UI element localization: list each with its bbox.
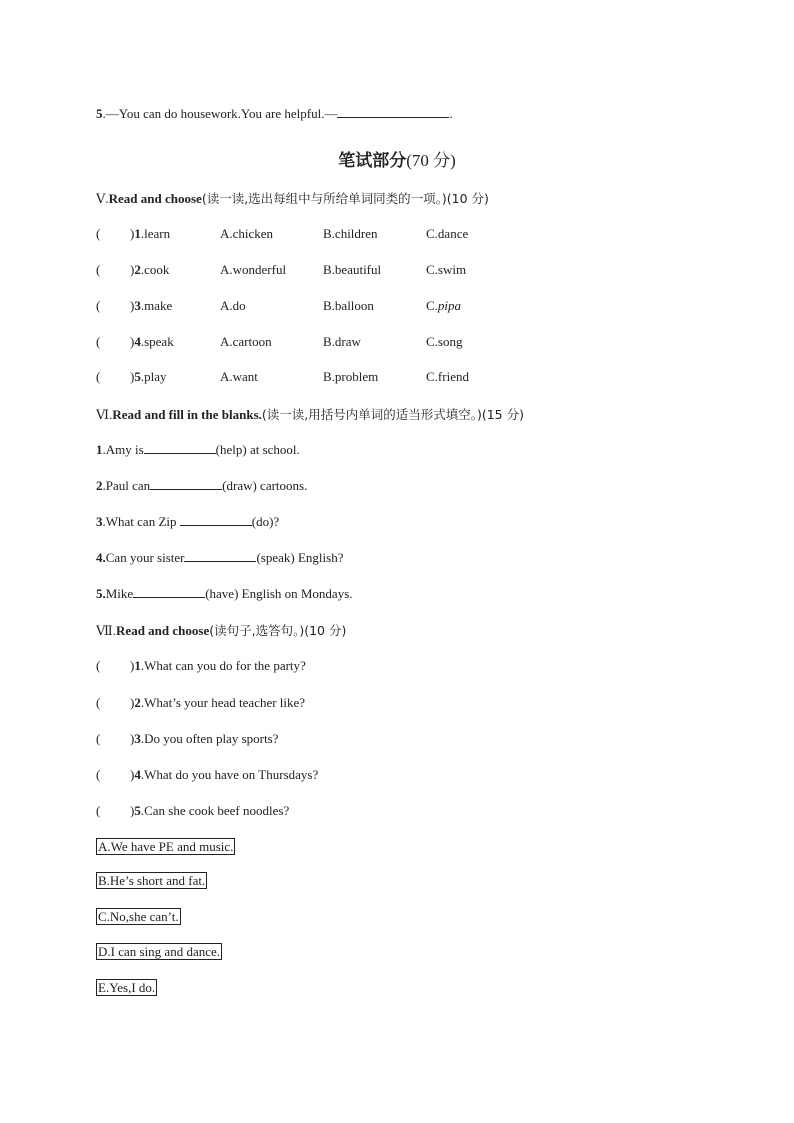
answer-text: A.We have PE and music. — [98, 839, 234, 854]
sentence-end: (speak) English? — [256, 550, 344, 565]
section-6-title: Read and fill in the blanks. — [112, 407, 262, 422]
choice-row-1 — [96, 226, 170, 242]
option-c-prefix: C. — [426, 369, 438, 384]
option-c-word: swim — [437, 262, 467, 277]
match-question-2 — [96, 695, 305, 711]
answer-paren[interactable]: ( — [96, 695, 101, 710]
section-6-instruction: (读一读,用括号内单词的适当形式填空。)(15 分) — [261, 407, 524, 422]
given-word: .make — [140, 298, 173, 313]
given-word: .play — [140, 369, 167, 384]
answer-blank[interactable] — [133, 586, 205, 598]
choice-row-3 — [96, 298, 172, 314]
question-number: 4. — [96, 550, 106, 565]
paren-close: ) — [130, 767, 135, 782]
option-b[interactable]: B.problem — [323, 369, 379, 384]
answer-paren[interactable]: ( — [96, 334, 101, 349]
section-7-title: Read and choose — [116, 623, 210, 638]
sentence-end: (do)? — [251, 514, 280, 529]
option-b[interactable]: B.draw — [323, 334, 361, 349]
option-a[interactable]: A.wonderful — [220, 262, 287, 277]
sentence-start: Mike — [105, 586, 134, 601]
option-c[interactable] — [426, 369, 469, 385]
paren-close: ) — [130, 334, 135, 349]
option-c-word: friend — [437, 369, 469, 384]
option-a[interactable]: A.want — [220, 369, 258, 384]
section-5-instruction: (读一读,选出每组中与所给单词同类的一项。)(10 分) — [201, 191, 489, 206]
option-c-word: song — [437, 334, 463, 349]
option-b[interactable]: B.children — [323, 226, 378, 241]
answer-paren[interactable]: ( — [96, 298, 101, 313]
option-b[interactable]: B.balloon — [323, 298, 374, 313]
question-text: .What do you have on Thursdays? — [140, 767, 319, 782]
given-word: .learn — [140, 226, 171, 241]
answer-paren[interactable]: ( — [96, 369, 101, 384]
fill-item-3 — [96, 514, 279, 530]
paren-close: ) — [130, 658, 135, 673]
section-title-text: 笔试部分 — [338, 151, 407, 170]
option-c[interactable] — [426, 262, 466, 278]
sentence-start: .Paul can — [102, 478, 151, 493]
answer-paren[interactable]: ( — [96, 767, 101, 782]
paren-close: ) — [130, 803, 135, 818]
answer-option-c — [96, 909, 181, 925]
fill-item-2 — [96, 478, 307, 494]
match-question-4 — [96, 767, 318, 783]
question-number: 5 — [96, 106, 103, 121]
option-c-prefix: C. — [426, 262, 438, 277]
answer-blank[interactable] — [150, 478, 222, 490]
question-number: 2 — [134, 695, 141, 710]
section-6-roman: Ⅵ. — [96, 407, 113, 422]
question-text: .Do you often play sports? — [140, 731, 279, 746]
option-b[interactable]: B.beautiful — [323, 262, 382, 277]
question-number: 5 — [134, 803, 141, 818]
match-question-1 — [96, 658, 306, 674]
paren-close: ) — [130, 262, 135, 277]
match-question-3 — [96, 731, 278, 747]
question-number: 3 — [134, 298, 141, 313]
paren-close: ) — [130, 731, 135, 746]
fill-item-5 — [96, 586, 353, 602]
option-c[interactable] — [426, 334, 462, 350]
answer-text: C.No,she can’t. — [98, 909, 179, 924]
answer-blank[interactable] — [180, 514, 252, 526]
sentence-start: .Amy is — [102, 442, 144, 457]
section-6-header — [96, 407, 524, 423]
question-text: .Can she cook beef noodles? — [140, 803, 290, 818]
answer-blank[interactable] — [144, 442, 216, 454]
answer-option-b — [96, 873, 207, 889]
question-number: 1 — [134, 658, 141, 673]
choice-row-5 — [96, 369, 166, 385]
option-c-word: pipa — [437, 298, 462, 313]
answer-option-d — [96, 944, 222, 960]
answer-paren[interactable]: ( — [96, 731, 101, 746]
section-5-header — [96, 191, 489, 207]
paren-close: ) — [130, 226, 135, 241]
option-c[interactable] — [426, 298, 461, 314]
period: . — [449, 106, 453, 121]
sentence-end: (draw) cartoons. — [222, 478, 308, 493]
section-title — [0, 146, 794, 171]
question-number: 4 — [134, 334, 141, 349]
choice-row-4 — [96, 334, 174, 350]
top-question-5 — [96, 106, 453, 122]
option-a[interactable]: A.cartoon — [220, 334, 272, 349]
option-c-prefix: C. — [426, 226, 438, 241]
section-7-instruction: (读句子,选答句。)(10 分) — [209, 623, 347, 638]
section-5-title: Read and choose — [108, 191, 202, 206]
question-number: 4 — [134, 767, 141, 782]
given-word: .speak — [140, 334, 174, 349]
answer-paren[interactable]: ( — [96, 803, 101, 818]
question-text: .What can you do for the party? — [140, 658, 306, 673]
answer-option-e — [96, 980, 157, 996]
question-number: 1 — [134, 226, 141, 241]
option-a[interactable]: A.do — [220, 298, 246, 313]
paren-close: ) — [130, 695, 135, 710]
answer-option-a — [96, 839, 235, 855]
question-text: .—You can do housework.You are helpful.— — [102, 106, 338, 121]
sentence-start: Can your sister — [105, 550, 185, 565]
question-number: 2 — [96, 478, 103, 493]
answer-text: E.Yes,I do. — [98, 980, 156, 995]
answer-text: B.He’s short and fat. — [98, 873, 206, 888]
option-c[interactable] — [426, 226, 468, 242]
answer-paren[interactable]: ( — [96, 226, 101, 241]
fill-item-4 — [96, 550, 343, 566]
option-c-prefix: C. — [426, 298, 438, 313]
paren-close: ) — [130, 298, 135, 313]
given-word: .cook — [140, 262, 170, 277]
section-5-roman: Ⅴ. — [96, 191, 109, 206]
question-number: 1 — [96, 442, 103, 457]
option-a[interactable]: A.chicken — [220, 226, 274, 241]
answer-blank[interactable] — [337, 106, 449, 118]
section-7-roman: Ⅶ. — [96, 623, 117, 638]
option-c-word: dance — [437, 226, 469, 241]
section-title-score: (70 分) — [406, 151, 456, 170]
answer-paren[interactable]: ( — [96, 262, 101, 277]
sentence-start: .What can Zip — [102, 514, 180, 529]
option-c-prefix: C. — [426, 334, 438, 349]
section-7-header — [96, 623, 346, 639]
question-number: 3 — [96, 514, 103, 529]
sentence-end: (have) English on Mondays. — [205, 586, 353, 601]
paren-close: ) — [130, 369, 135, 384]
sentence-end: (help) at school. — [215, 442, 300, 457]
question-text: .What’s your head teacher like? — [140, 695, 306, 710]
match-question-5 — [96, 803, 289, 819]
answer-text: D.I can sing and dance. — [98, 944, 221, 959]
answer-blank[interactable] — [184, 550, 256, 562]
fill-item-1 — [96, 442, 300, 458]
question-number: 5. — [96, 586, 106, 601]
question-number: 2 — [134, 262, 141, 277]
answer-paren[interactable]: ( — [96, 658, 101, 673]
question-number: 5 — [134, 369, 141, 384]
question-number: 3 — [134, 731, 141, 746]
choice-row-2 — [96, 262, 169, 278]
